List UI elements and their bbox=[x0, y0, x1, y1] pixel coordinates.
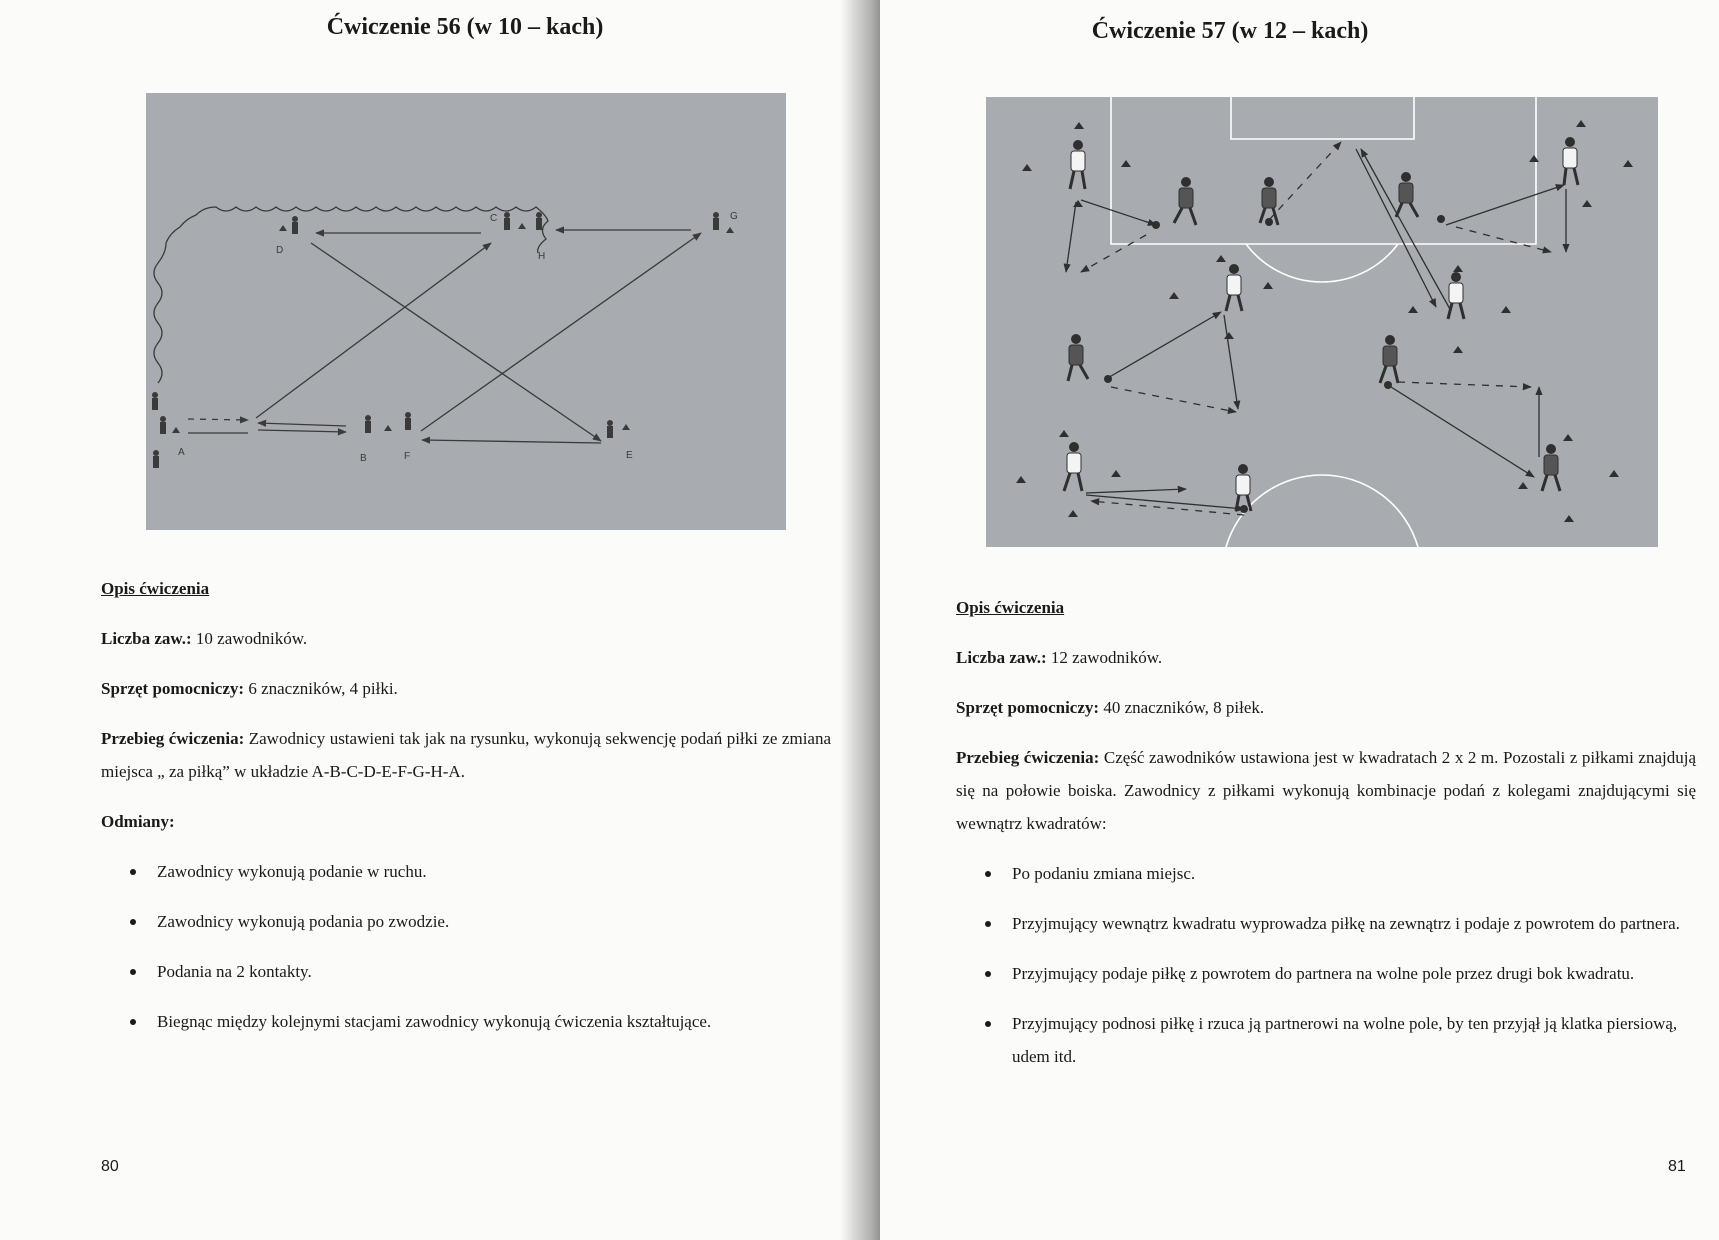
page-number: 81 bbox=[1668, 1158, 1686, 1175]
run-arrow bbox=[1398, 382, 1531, 387]
cone-marker bbox=[1623, 160, 1633, 167]
station-label-d: D bbox=[276, 245, 284, 256]
exercise-course: Przebieg ćwiczenia: Zawodnicy ustawieni tak jak na rysunku, wykonują sekwencję podań piłki ze zmiana miejsca „ za piłką” w układzie A-B-C-D-E-F-G-H-A. bbox=[101, 729, 832, 781]
exercise-57-diagram bbox=[986, 97, 1658, 547]
cone-marker bbox=[1518, 482, 1528, 489]
cone-marker bbox=[1263, 282, 1273, 289]
cone-marker bbox=[1059, 430, 1069, 437]
list-item: Zawodnicy wykonują podania po zwodzie. bbox=[101, 905, 831, 938]
cone-marker bbox=[172, 427, 180, 433]
station-label-g: G bbox=[730, 211, 738, 222]
pass-arrow bbox=[1081, 200, 1156, 225]
player-figure bbox=[1174, 177, 1196, 225]
center-circle bbox=[1226, 475, 1418, 547]
exercise-course: Przebieg ćwiczenia: Część zawodników ustawiona jest w kwadratach 2 x 2 m. Pozostali z piłkami znajdują się na połowie boiska. Zawodnicy z piłkami wykonują kombinacje podań z kolegami znajdującymi się wewnątrz kwadratów: bbox=[956, 748, 1696, 833]
pass-arrow bbox=[1106, 312, 1221, 379]
player-figure bbox=[1563, 137, 1578, 185]
player-figure bbox=[1064, 442, 1082, 491]
ball bbox=[1104, 375, 1112, 383]
cone-marker bbox=[384, 425, 392, 431]
cone-marker bbox=[726, 227, 734, 233]
players-count: Liczba zaw.: 12 zawodników. bbox=[956, 648, 1163, 667]
ball bbox=[1240, 505, 1248, 513]
ball bbox=[1152, 221, 1160, 229]
variants-label: Odmiany: bbox=[101, 812, 175, 831]
player-figure bbox=[1380, 335, 1398, 383]
pass-arrow bbox=[258, 423, 346, 426]
cone-marker bbox=[1216, 255, 1226, 262]
players-count: Liczba zaw.: 10 zawodników. bbox=[101, 629, 308, 648]
exercise-57-description bbox=[956, 591, 1696, 1090]
pass-arrow bbox=[1446, 185, 1564, 225]
exercise-56-title: Ćwiczenie 56 (w 10 – kach) bbox=[326, 14, 604, 40]
player-figure bbox=[160, 416, 166, 434]
exercise-56-diagram-svg bbox=[146, 93, 786, 530]
player-figure bbox=[153, 450, 159, 468]
station-label-c: C bbox=[490, 213, 498, 224]
page-number: 80 bbox=[101, 1158, 119, 1175]
description-header: Opis ćwiczenia bbox=[956, 598, 1065, 617]
list-item: Biegnąc między kolejnymi stacjami zawodnicy wykonują ćwiczenia kształtujące. bbox=[101, 1005, 831, 1038]
cone-marker bbox=[1582, 200, 1592, 207]
exercise-57-title: Ćwiczenie 57 (w 12 – kach) bbox=[1091, 18, 1369, 44]
cone-marker bbox=[1169, 292, 1179, 299]
pitch-lines bbox=[1111, 97, 1536, 547]
player-figure bbox=[1448, 272, 1464, 319]
run-arrow bbox=[1269, 142, 1341, 220]
cone-marker bbox=[1408, 306, 1418, 313]
run-arrow bbox=[188, 419, 248, 420]
player-figure bbox=[292, 216, 298, 234]
cone-marker bbox=[1111, 470, 1121, 477]
pass-arrow bbox=[258, 430, 346, 432]
cone-marker bbox=[1564, 515, 1574, 522]
ball bbox=[1265, 218, 1273, 226]
player-figure bbox=[1070, 140, 1085, 189]
pass-arrow bbox=[1224, 315, 1238, 409]
players-group bbox=[1064, 137, 1578, 511]
cone-marker bbox=[1529, 155, 1539, 162]
cone-marker bbox=[1453, 265, 1463, 272]
cones-group bbox=[172, 223, 734, 433]
cone-marker bbox=[1016, 476, 1026, 483]
penalty-arc bbox=[1246, 244, 1398, 282]
list-item: Podania na 2 kontakty. bbox=[101, 955, 831, 988]
pass-arrow bbox=[256, 243, 491, 418]
player-figure bbox=[1236, 464, 1251, 511]
cone-marker bbox=[1563, 434, 1573, 441]
cone-marker bbox=[1073, 200, 1083, 207]
player-figure bbox=[365, 415, 371, 433]
cone-marker bbox=[1453, 346, 1463, 353]
list-item: Po podaniu zmiana miejsc. bbox=[956, 857, 1696, 890]
player-figure bbox=[536, 212, 542, 230]
ball bbox=[1437, 215, 1445, 223]
cone-marker bbox=[1501, 306, 1511, 313]
variants-list bbox=[956, 857, 1696, 1073]
pass-arrow bbox=[1356, 149, 1436, 307]
list-item: Przyjmujący podaje piłkę z powrotem do partnera na wolne pole przez drugi bok kwadratu. bbox=[956, 957, 1696, 990]
variants-list bbox=[101, 855, 831, 1038]
list-item: Zawodnicy wykonują podanie w ruchu. bbox=[101, 855, 831, 888]
cones-group bbox=[1016, 120, 1633, 522]
run-arrow bbox=[1081, 235, 1146, 272]
pass-arrow bbox=[421, 233, 701, 431]
player-figure bbox=[1396, 172, 1418, 217]
ball bbox=[1384, 381, 1392, 389]
pass-arrow bbox=[1066, 202, 1076, 272]
station-label-f: F bbox=[404, 451, 411, 462]
run-arrow bbox=[1091, 501, 1244, 515]
cone-marker bbox=[518, 223, 526, 229]
pass-arrow bbox=[1086, 489, 1186, 493]
right-page bbox=[880, 0, 1719, 1240]
cone-marker bbox=[622, 424, 630, 430]
station-label-b: B bbox=[360, 453, 367, 464]
cone-marker bbox=[1576, 120, 1586, 127]
player-figure bbox=[713, 212, 719, 230]
cone-marker bbox=[1609, 470, 1619, 477]
cone-marker bbox=[1224, 332, 1234, 339]
cone-marker bbox=[1121, 160, 1131, 167]
list-item: Przyjmujący podnosi piłkę i rzuca ją partnerowi na wolne pole, by ten przyjął ją klatka piersiową, udem itd. bbox=[956, 1007, 1696, 1073]
exercise-56-description bbox=[101, 572, 831, 1055]
list-item: Przyjmujący wewnątrz kwadratu wyprowadza piłkę na zewnątrz i podaje z powrotem do partnera. bbox=[956, 907, 1696, 940]
equipment: Sprzęt pomocniczy: 6 znaczników, 4 piłki. bbox=[101, 679, 398, 698]
player-figure bbox=[1542, 444, 1560, 491]
player-figure bbox=[1260, 177, 1278, 225]
description-header: Opis ćwiczenia bbox=[101, 579, 210, 598]
pass-arrow bbox=[311, 243, 601, 441]
pass-arrow bbox=[1391, 387, 1534, 477]
run-arrow bbox=[1111, 387, 1236, 412]
player-figure bbox=[405, 412, 411, 430]
station-label-h: H bbox=[538, 251, 546, 262]
pass-arrow bbox=[422, 440, 601, 443]
station-label-a: A bbox=[178, 447, 185, 458]
cone-marker bbox=[1022, 164, 1032, 171]
cone-marker bbox=[279, 225, 287, 231]
exercise-57-diagram-svg bbox=[986, 97, 1658, 547]
player-figure bbox=[152, 392, 158, 410]
player-figure bbox=[1068, 334, 1088, 381]
cone-marker bbox=[1068, 510, 1078, 517]
pass-arrow bbox=[1086, 495, 1244, 509]
player-figure bbox=[607, 420, 613, 438]
station-label-e: E bbox=[626, 450, 633, 461]
equipment: Sprzęt pomocniczy: 40 znaczników, 8 piłek. bbox=[956, 698, 1265, 717]
players-group bbox=[152, 212, 719, 468]
player-figure bbox=[1226, 264, 1242, 311]
player-figure bbox=[504, 212, 510, 230]
goal-box bbox=[1231, 97, 1414, 139]
exercise-56-diagram bbox=[146, 93, 786, 530]
cone-marker bbox=[1074, 122, 1084, 129]
